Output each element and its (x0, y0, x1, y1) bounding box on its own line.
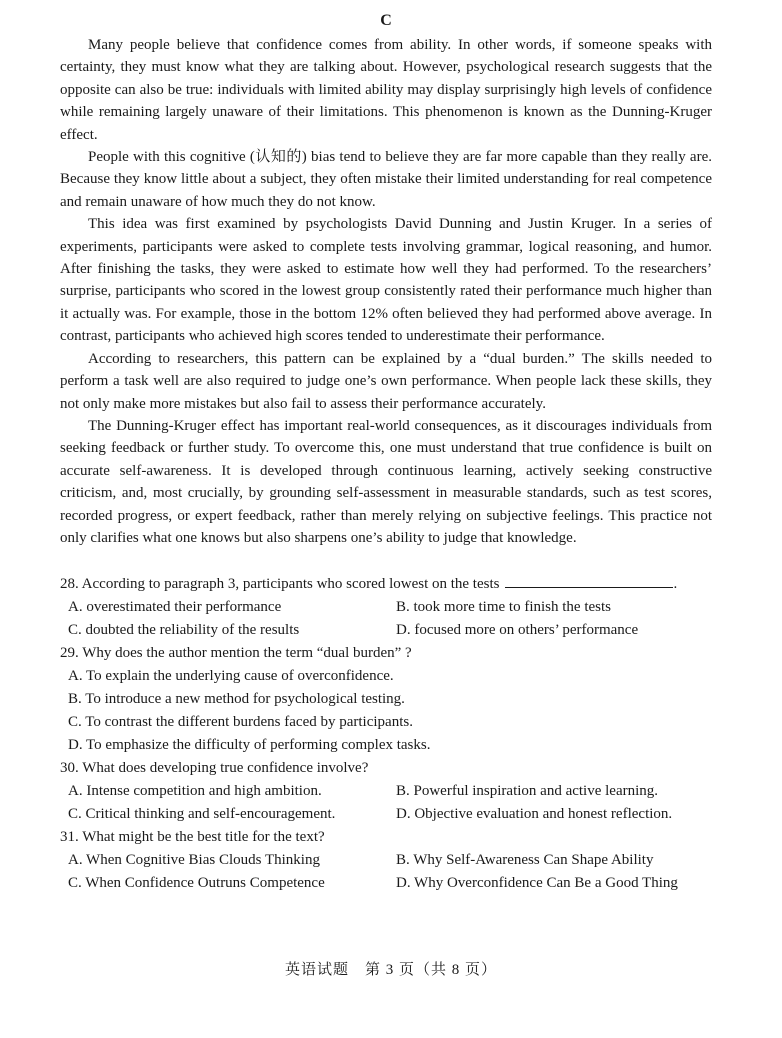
option-c: C. doubted the reliability of the results (68, 622, 300, 639)
passage-paragraph-5: The Dunning-Kruger effect has important real-world consequences, as it discourages individuals from seeking feedback or further study. To overcome this, one must understand that true confidence is built on accurate self-awareness. It is developed through continuous learning, actively seeking constructive criticism, and, most crucially, by grounding self-assessment in measurable standards, such as test scores, recorded progress, or expert feedback, rather than merely relying on subjective feelings. This practice not only clarifies what one knows but also sharpens one’s ability to judge that knowledge. (60, 417, 712, 546)
answer-blank (505, 573, 673, 588)
passage-paragraph-4: According to researchers, this pattern can be explained by a “dual burden.” The skills needed to perform a task well are also required to judge one’s own performance. When people lack these skills, they not only make more mistakes but also fail to assess their performance accurately. (60, 350, 712, 412)
section-heading: C (380, 12, 392, 29)
question-28-trailing: . (673, 576, 678, 593)
question-28-stem (60, 573, 712, 596)
option-b: B. took more time to finish the tests (396, 599, 611, 616)
option-a: A. overestimated their performance (68, 599, 282, 616)
passage-paragraph-1: Many people believe that confidence comes from ability. In other words, if someone speaks with certainty, they must know what they are talking about. However, psychological research suggests that the opposite can also be true: individuals with limited ability may display surprisingly high levels of confidence while remaining largely unaware of their limitations. This phenomenon is known as the Dunning-Kruger effect. (60, 37, 712, 143)
option-c: C. To contrast the different burdens faced by participants. (68, 714, 413, 731)
question-31-options (60, 849, 712, 895)
option-d: D. focused more on others’ performance (396, 622, 639, 639)
question-28 (60, 573, 712, 642)
question-30 (60, 757, 712, 826)
option-c: C. When Confidence Outruns Competence (68, 875, 325, 892)
page-footer: 英语试题 第 3 页（共 8 页） (284, 962, 497, 978)
option-d: D. To emphasize the difficulty of performing complex tasks. (68, 737, 431, 754)
option-b: B. Why Self-Awareness Can Shape Ability (396, 852, 654, 869)
option-a: A. To explain the underlying cause of overconfidence. (68, 668, 394, 685)
question-28-options (60, 596, 712, 642)
option-d: D. Objective evaluation and honest reflection. (396, 806, 673, 823)
option-a: A. When Cognitive Bias Clouds Thinking (68, 852, 320, 869)
option-c: C. Critical thinking and self-encouragement. (68, 806, 336, 823)
question-29-stem: 29. Why does the author mention the term “dual burden” ? (60, 645, 412, 662)
question-29 (60, 642, 712, 757)
option-b: B. Powerful inspiration and active learning. (396, 783, 659, 800)
question-31 (60, 826, 712, 895)
question-31-stem: 31. What might be the best title for the text? (60, 829, 325, 846)
option-b: B. To introduce a new method for psychological testing. (68, 691, 405, 708)
question-29-options (60, 665, 712, 757)
reading-passage (60, 34, 712, 549)
option-d: D. Why Overconfidence Can Be a Good Thing (396, 875, 678, 892)
passage-paragraph-2: People with this cognitive (认知的) bias tend to believe they are far more capable than they really are. Because they know little about a subject, they often mistake their limited understanding for real competence and remain unaware of how much they do not know. (60, 149, 712, 210)
question-30-stem: 30. What does developing true confidence involve? (60, 760, 369, 777)
question-28-text: 28. According to paragraph 3, participants who scored lowest on the tests (60, 576, 500, 593)
question-list (60, 573, 712, 895)
question-30-options (60, 780, 712, 826)
passage-paragraph-3: This idea was first examined by psychologists David Dunning and Justin Kruger. In a series of experiments, participants were asked to complete tests involving grammar, logical reasoning, and humor. After finishing the tasks, they were asked to estimate how well they had performed. To the researchers’ surprise, participants who scored in the lowest group consistently rated their performance much higher than it actually was. For example, those in the bottom 12% often believed they had performed above average. In contrast, participants who achieved high scores tended to underestimate their performance. (60, 216, 712, 345)
option-a: A. Intense competition and high ambition. (68, 783, 322, 800)
